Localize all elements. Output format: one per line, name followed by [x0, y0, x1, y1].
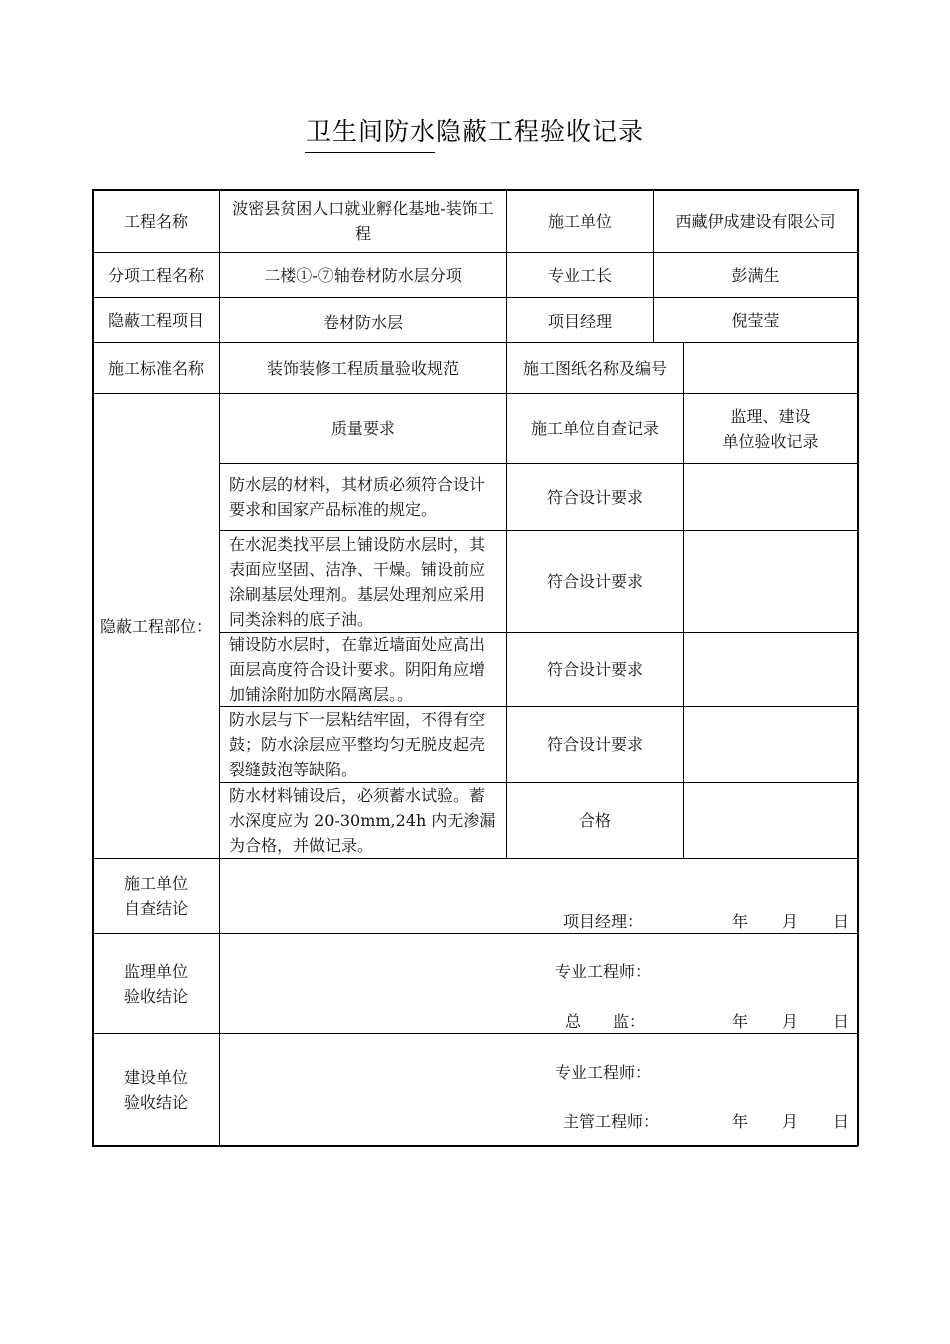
self-check-3: 符合设计要求: [546, 660, 643, 679]
col-supervisor-header: 监理、建设 单位验收记录: [722, 406, 819, 451]
requirement-5: 防水材料铺设后，必须蓄水试验。蓄水深度应为 20-30mm,24h 内无渗漏为合格，并做记录。: [229, 786, 496, 855]
standard-label: 施工标准名称: [107, 358, 204, 378]
document-title: 卫生间防水隐蔽工程验收记录: [305, 117, 644, 146]
drawing-value: [684, 343, 857, 393]
acceptance-1: [684, 464, 857, 530]
supervision-month: 月: [782, 1012, 799, 1031]
sub-project-label: 分项工程名称: [107, 265, 204, 285]
contractor-conclusion-label: 施工单位 自查结论: [123, 874, 188, 918]
requirement-2: 在水泥类找平层上铺设防水层时，其表面应坚固、洁净、干燥。铺设前应涂刷基层处理剂。基层处理剂应采用同类涂料的底子油。: [229, 534, 486, 629]
project-name-value: 波密县贫困人口就业孵化基地-装饰工程: [232, 199, 494, 243]
contractor-value: 西藏伊成建设有限公司: [675, 211, 836, 231]
drawing-label: 施工图纸名称及编号: [522, 358, 667, 378]
acceptance-5: [684, 783, 857, 858]
supervision-engineer-label: 专业工程师：: [555, 962, 652, 981]
supervision-year: 年: [732, 1012, 749, 1031]
owner-conclusion-label: 建设单位 验收结论: [123, 1067, 188, 1112]
manager-value: 倪莹莹: [731, 310, 780, 330]
col-quality-header: 质量要求: [330, 419, 395, 438]
project-name-label: 工程名称: [123, 211, 188, 231]
acceptance-2: [684, 531, 857, 632]
requirement-3: 铺设防水层时，在靠近墙面处应高出面层高度符合设计要求。阴阳角应增加铺涂附加防水隔离层。。: [229, 635, 486, 704]
contractor-year: 年: [732, 912, 749, 931]
requirement-4: 防水层与下一层粘结牢固，不得有空鼓；防水涂层应平整均匀无脱皮起壳裂缝鼓泡等缺陷。: [229, 710, 486, 779]
supervision-day: 日: [833, 1012, 850, 1031]
hidden-item-value: 卷材防水层: [322, 312, 403, 332]
contractor-day: 日: [833, 912, 850, 931]
title-underline: [305, 152, 435, 153]
acceptance-3: [684, 633, 857, 706]
self-check-5: 合格: [578, 811, 611, 830]
owner-month: 月: [782, 1112, 799, 1131]
hidden-item-label: 隐蔽工程项目: [107, 310, 204, 330]
owner-chief-label: 主管工程师：: [563, 1112, 660, 1131]
manager-label: 项目经理: [547, 311, 612, 331]
contractor-manager-label: 项目经理：: [563, 912, 644, 931]
section-label: 隐蔽工程部位：: [99, 616, 212, 636]
standard-value: 装饰装修工程质量验收规范: [266, 358, 459, 378]
acceptance-4: [684, 707, 857, 782]
contractor-label: 施工单位: [547, 211, 612, 231]
foreman-label: 专业工长: [547, 265, 612, 285]
sub-project-value: 二楼①-⑦轴卷材防水层分项: [264, 265, 462, 285]
self-check-4: 符合设计要求: [546, 735, 643, 754]
owner-day: 日: [833, 1112, 850, 1131]
supervision-chief-label: 总 监：: [565, 1012, 646, 1031]
contractor-month: 月: [782, 912, 799, 931]
self-check-2: 符合设计要求: [546, 572, 643, 591]
owner-engineer-label: 专业工程师：: [555, 1063, 652, 1082]
owner-year: 年: [732, 1112, 749, 1131]
self-check-1: 符合设计要求: [546, 487, 643, 507]
col-self-check-header: 施工单位自查记录: [530, 419, 659, 438]
requirement-1: 防水层的材料，其材质必须符合设计要求和国家产品标准的规定。: [229, 475, 486, 519]
supervision-conclusion-label: 监理单位 验收结论: [123, 961, 188, 1006]
foreman-value: 彭满生: [731, 265, 780, 285]
